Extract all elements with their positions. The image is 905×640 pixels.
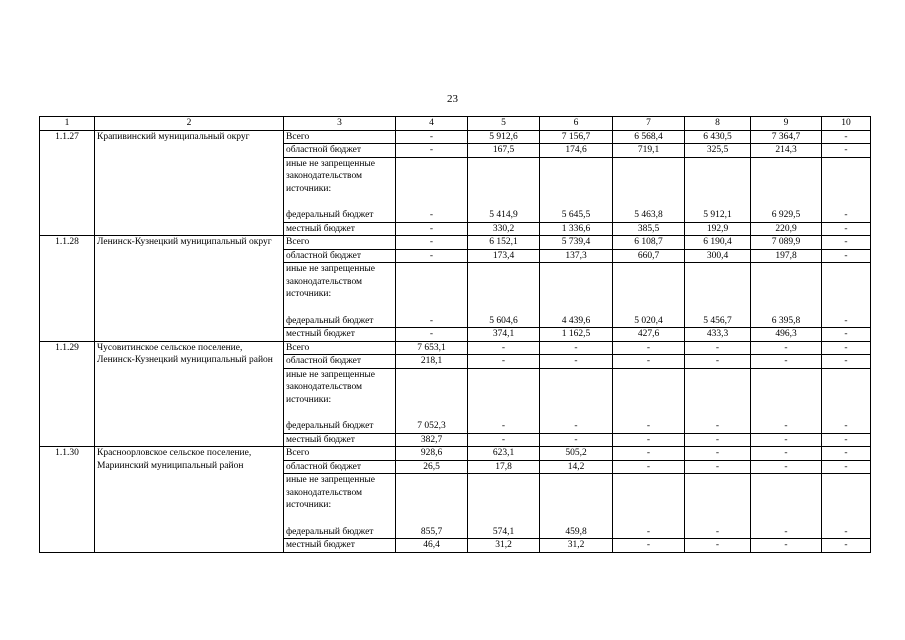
column-header: 7 (613, 117, 685, 131)
value-cell: 197,8 (751, 249, 822, 263)
value-cell: - (396, 249, 468, 263)
value-cell: 17,8 (468, 460, 540, 474)
other-sources-label: иные не запрещенные законодательством источники: (286, 158, 376, 194)
source-label: областной бюджет (284, 460, 396, 474)
source-label: федеральный бюджет (286, 315, 374, 326)
column-header: 6 (540, 117, 613, 131)
value-cell: 7 156,7 (540, 130, 613, 144)
value-cell: - (822, 222, 871, 236)
value-cell: 300,4 (685, 249, 751, 263)
value-cell: 167,5 (468, 144, 540, 158)
value-cell: - (540, 433, 613, 447)
value-cell: - (540, 368, 613, 433)
value-cell: 6 568,4 (613, 130, 685, 144)
row-code: 1.1.29 (40, 341, 95, 447)
value-cell: 385,5 (613, 222, 685, 236)
value-cell: 1 162,5 (540, 328, 613, 342)
value-cell: 26,5 (396, 460, 468, 474)
value-cell: - (822, 328, 871, 342)
value-cell: 496,3 (751, 328, 822, 342)
value-cell: 433,3 (685, 328, 751, 342)
value-cell: - (396, 263, 468, 328)
value-cell: 719,1 (613, 144, 685, 158)
value-cell: 220,9 (751, 222, 822, 236)
value-cell: - (685, 460, 751, 474)
value-cell: 31,2 (468, 539, 540, 553)
value-cell: - (822, 355, 871, 369)
value-cell: 173,4 (468, 249, 540, 263)
value-cell: - (685, 341, 751, 355)
value-cell: 459,8 (540, 474, 613, 539)
value-cell: 1 336,6 (540, 222, 613, 236)
value-cell: - (468, 368, 540, 433)
source-label: местный бюджет (284, 222, 396, 236)
source-cell (284, 368, 396, 433)
column-header: 8 (685, 117, 751, 131)
other-sources-label: иные не запрещенные законодательством источники: (286, 264, 376, 299)
value-cell: 374,1 (468, 328, 540, 342)
value-cell: - (822, 433, 871, 447)
row-name: Красноорловское сельское поселение, Мариинский муниципальный район (95, 447, 284, 553)
source-cell (284, 263, 396, 328)
value-cell: - (468, 355, 540, 369)
value-cell: 14,2 (540, 460, 613, 474)
value-cell: 5 463,8 (613, 157, 685, 222)
source-label: местный бюджет (284, 539, 396, 553)
source-label: областной бюджет (284, 144, 396, 158)
table-row (40, 236, 871, 250)
table-row (40, 341, 871, 355)
column-header: 5 (468, 117, 540, 131)
value-cell: - (468, 341, 540, 355)
value-cell: 4 439,6 (540, 263, 613, 328)
value-cell: 5 456,7 (685, 263, 751, 328)
value-cell: - (396, 222, 468, 236)
value-cell: - (540, 341, 613, 355)
value-cell: 7 653,1 (396, 341, 468, 355)
value-cell: 623,1 (468, 447, 540, 461)
value-cell: - (396, 328, 468, 342)
value-cell: 382,7 (396, 433, 468, 447)
value-cell: 5 604,6 (468, 263, 540, 328)
value-cell: 7 052,3 (396, 368, 468, 433)
page-number: 23 (447, 93, 458, 105)
value-cell: 325,5 (685, 144, 751, 158)
source-label: Всего (284, 341, 396, 355)
column-header: 3 (284, 117, 396, 131)
value-cell: - (751, 433, 822, 447)
row-code: 1.1.27 (40, 130, 95, 236)
value-cell: 6 430,5 (685, 130, 751, 144)
value-cell: 218,1 (396, 355, 468, 369)
table-row (40, 447, 871, 461)
value-cell: - (396, 144, 468, 158)
value-cell: - (751, 460, 822, 474)
row-name: Ленинск-Кузнецкий муниципальный округ (95, 236, 284, 342)
value-cell: - (613, 368, 685, 433)
value-cell: - (822, 144, 871, 158)
value-cell: - (613, 474, 685, 539)
value-cell: - (822, 130, 871, 144)
source-label: местный бюджет (284, 328, 396, 342)
value-cell: - (685, 355, 751, 369)
value-cell: 46,4 (396, 539, 468, 553)
value-cell: 6 108,7 (613, 236, 685, 250)
column-header: 9 (751, 117, 822, 131)
value-cell: - (822, 474, 871, 539)
value-cell: - (685, 539, 751, 553)
column-header: 4 (396, 117, 468, 131)
value-cell: - (822, 539, 871, 553)
value-cell: 7 364,7 (751, 130, 822, 144)
row-name: Чусовитинское сельское поселение, Ленинск-Кузнецкий муниципальный район (95, 341, 284, 447)
source-label: областной бюджет (284, 355, 396, 369)
column-header: 2 (95, 117, 284, 131)
value-cell: 660,7 (613, 249, 685, 263)
value-cell: - (396, 236, 468, 250)
value-cell: - (613, 539, 685, 553)
header-row (40, 117, 871, 131)
source-label: областной бюджет (284, 249, 396, 263)
source-label: Всего (284, 236, 396, 250)
value-cell: - (751, 539, 822, 553)
value-cell: - (822, 249, 871, 263)
value-cell: - (822, 341, 871, 355)
value-cell: 574,1 (468, 474, 540, 539)
value-cell: 928,6 (396, 447, 468, 461)
value-cell: - (822, 263, 871, 328)
value-cell: - (685, 447, 751, 461)
value-cell: 137,3 (540, 249, 613, 263)
source-label: местный бюджет (284, 433, 396, 447)
value-cell: - (613, 341, 685, 355)
source-cell (284, 157, 396, 222)
value-cell: 6 395,8 (751, 263, 822, 328)
value-cell: - (822, 368, 871, 433)
value-cell: 6 152,1 (468, 236, 540, 250)
source-label: Всего (284, 130, 396, 144)
value-cell: - (613, 355, 685, 369)
value-cell: - (822, 236, 871, 250)
value-cell: 5 020,4 (613, 263, 685, 328)
column-header: 1 (40, 117, 95, 131)
value-cell: - (396, 130, 468, 144)
other-sources-label: иные не запрещенные законодательством источники: (286, 475, 376, 510)
row-code: 1.1.30 (40, 447, 95, 553)
value-cell: 5 414,9 (468, 157, 540, 222)
value-cell: - (751, 368, 822, 433)
value-cell: - (822, 447, 871, 461)
budget-table (39, 116, 871, 553)
value-cell: 427,6 (613, 328, 685, 342)
source-label: федеральный бюджет (286, 421, 374, 431)
value-cell: 5 739,4 (540, 236, 613, 250)
value-cell: 6 929,5 (751, 157, 822, 222)
source-label: Всего (284, 447, 396, 461)
value-cell: - (540, 355, 613, 369)
value-cell: - (751, 474, 822, 539)
value-cell: 330,2 (468, 222, 540, 236)
other-sources-label: иные не запрещенные законодательством источники: (286, 369, 376, 405)
row-name: Крапивинский муниципальный округ (95, 130, 284, 236)
value-cell: 6 190,4 (685, 236, 751, 250)
value-cell: 5 912,6 (468, 130, 540, 144)
value-cell: - (468, 433, 540, 447)
value-cell: - (613, 433, 685, 447)
value-cell: - (822, 460, 871, 474)
value-cell: 214,3 (751, 144, 822, 158)
value-cell: - (751, 355, 822, 369)
table-row (40, 130, 871, 144)
source-cell (284, 474, 396, 539)
value-cell: - (751, 341, 822, 355)
value-cell: - (685, 368, 751, 433)
value-cell: - (613, 447, 685, 461)
value-cell: - (685, 474, 751, 539)
value-cell: - (685, 433, 751, 447)
value-cell: - (751, 447, 822, 461)
value-cell: 5 912,1 (685, 157, 751, 222)
value-cell: 5 645,5 (540, 157, 613, 222)
value-cell: 505,2 (540, 447, 613, 461)
value-cell: 7 089,9 (751, 236, 822, 250)
row-code: 1.1.28 (40, 236, 95, 342)
value-cell: - (822, 157, 871, 222)
value-cell: - (396, 157, 468, 222)
value-cell: 192,9 (685, 222, 751, 236)
column-header: 10 (822, 117, 871, 131)
source-label: федеральный бюджет (286, 526, 374, 537)
value-cell: 174,6 (540, 144, 613, 158)
value-cell: 31,2 (540, 539, 613, 553)
value-cell: 855,7 (396, 474, 468, 539)
value-cell: - (613, 460, 685, 474)
source-label: федеральный бюджет (286, 210, 374, 220)
